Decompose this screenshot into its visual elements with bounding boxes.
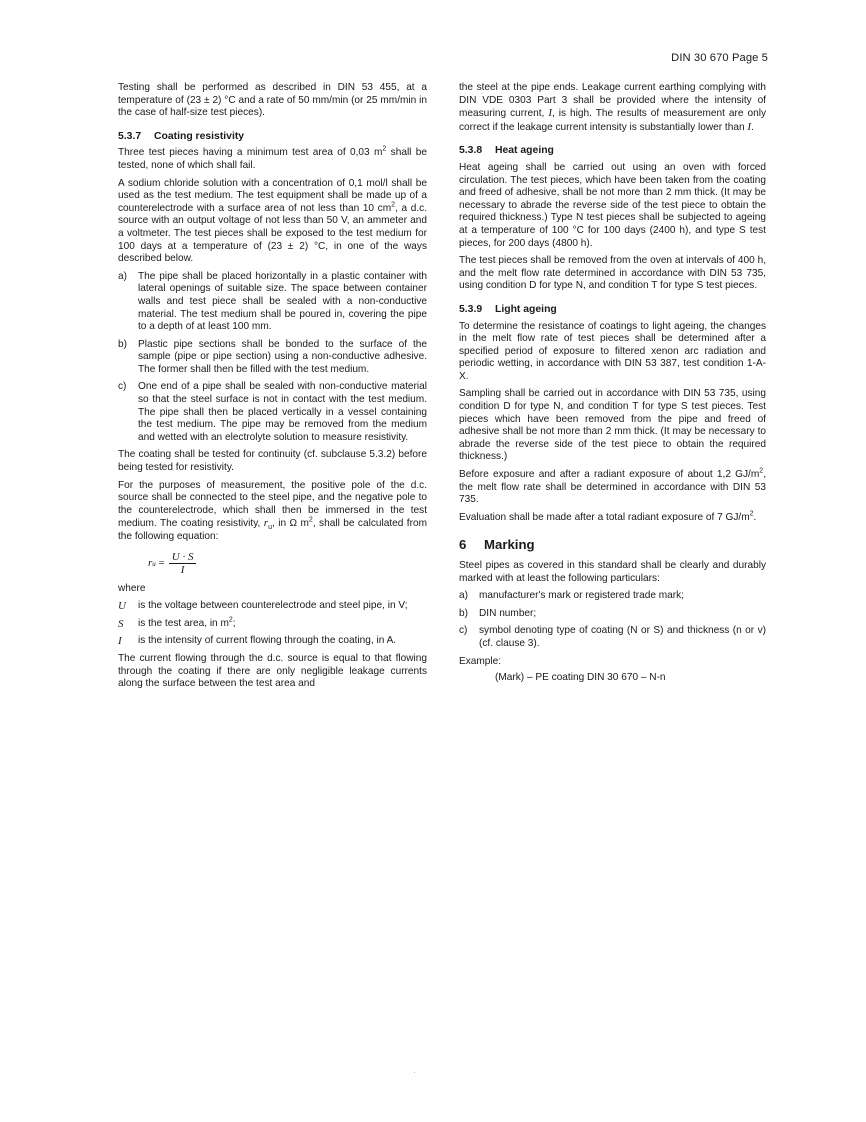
section-title: Marking	[484, 537, 535, 553]
where-label: where	[118, 582, 146, 594]
list-item: c) One end of a pipe shall be sealed with non-conductive material so that the steel surface is not in contact with the test medium. The pipe shall then be placed vertically in a vessel containing the test medium. The pipe may be removed from the medium and wetted with an electrolyte solution to measure resistivity.	[118, 381, 427, 443]
section-heading-5-3-7	[118, 131, 427, 144]
right-column	[459, 82, 766, 690]
list-item: a) manufacturer's mark or registered trade mark;	[459, 590, 684, 602]
page-header: DIN 30 670 Page 5	[671, 52, 768, 64]
paragraph-oven-removal: The test pieces shall be removed from the oven at intervals of 400 h, and the melt flow rate determined in accordance with DIN 53 735, using condition D for type N, and condition T for type S test pieces.	[459, 255, 766, 292]
section-title: Light ageing	[495, 303, 557, 315]
paragraph-marking: Steel pipes as covered in this standard shall be clearly and durably marked with at least the following particulars:	[459, 560, 766, 584]
section-heading-5-3-9	[459, 304, 766, 317]
paragraph-continuity: The coating shall be tested for continuity (cf. subclause 5.3.2) before being tested for resistivity.	[118, 449, 427, 474]
paragraph-sampling: Sampling shall be carried out in accordance with DIN 53 735, using condition D for type N, and condition T for type S test pieces. Test pieces which have been removed from the pipe and freed of adhesive shall be not more than 2 mm thick. (It may be necessary to abrade the reverse side of the test piece to obtain the required thickness.)	[459, 388, 766, 463]
resistivity-equation: r u = $\frac{U \cdot S}{I}$	[148, 549, 427, 579]
example-text: (Mark) – PE coating DIN 30 670 – N-n	[495, 672, 666, 684]
list-item: c) symbol denoting type of coating (N or S) and thickness (n or v) (cf. clause 3).	[459, 625, 766, 649]
example-label: Example:	[459, 655, 502, 667]
paragraph-current: The current flowing through the d.c. source is equal to that flowing through the coating if there are only negligible leakage currents along the surface between the test area and	[118, 652, 427, 690]
section-number: 5.3.9	[459, 303, 483, 315]
scan-speck	[414, 1072, 415, 1073]
paragraph-light-ageing: To determine the resistance of coatings to light ageing, the changes in the melt flow rate of test pieces shall be determined after a specified period of exposure to filtered xenon arc radiation and periodic wetting, in accordance with DIN 53 387, test condition 1-A-X.	[459, 320, 766, 382]
section-number: 5.3.8	[459, 145, 483, 157]
list-item: b) Plastic pipe sections shall be bonded to the surface of the sample (pipe or pipe section) using a non-conductive adhesive. The former shall then be filled with the test medium.	[118, 338, 427, 375]
paragraph-heat-ageing: Heat ageing shall be carried out using an oven with forced circulation. The test pieces, which have been taken from the coating and freed of adhesive, shall be not more than 2 mm thick. (It may be necessary to abrade the reverse side of the test piece to obtain the required thickness.) Type N test pieces shall be subjected to ageing at a temperature of 100 °C for 100 days (2400 h), and type S test pieces, for 200 days (4800 h).	[459, 161, 766, 249]
definition-item: I is the intensity of current flowing through the coating, in A.	[118, 635, 397, 648]
paragraph-test-medium: A sodium chloride solution with a concentration of 0,1 mol/l shall be used as the test medium. The test equipment shall be made up of a counterelectrode with a surface area of not less than 10 $cm^2$, a d.c. source with an output voltage of not less than 50 V, an ammeter and a voltmeter. The test pieces shall be exposed to the test medium for 100 days at a temperature of (23 ± 2) °C, in one of the ways described below.	[118, 177, 428, 265]
paragraph-radiant-exposure: Before exposure and after a radiant exposure of about 1,2 $GJ/m^2$, the melt flow rate shall be determined in accordance with DIN 53 735.	[459, 467, 766, 506]
paragraph-leakage: the steel at the pipe ends. Leakage current earthing complying with DIN VDE 0303 Part 3 shall be provided where the intensity of measuring current, I, is high. The results of measurement are only correct if the leakage current intensity is substantially lower than I.	[459, 82, 766, 133]
section-number: 6	[459, 537, 467, 553]
section-title: Coating resistivity	[154, 130, 245, 142]
list-item: a) The pipe shall be placed horizontally in a plastic container with lateral openings of suitable size. The space between container walls and test piece shall be sealed with a non-conductive material. The test medium shall be poured in, covering the pipe to a depth of at least 100 mm.	[118, 270, 427, 333]
section-title: Heat ageing	[495, 145, 554, 157]
paragraph-test-pieces: Three test pieces having a minimum test area of 0,03 $m^2$ shall be tested, none of which shall fail.	[118, 146, 427, 171]
list-item: b) DIN number;	[459, 607, 537, 619]
paragraph-evaluation: Evaluation shall be made after a total radiant exposure of 7 $GJ/m^2$.	[459, 510, 757, 523]
definition-item: U is the voltage between counterelectrode and steel pipe, in V;	[118, 600, 408, 613]
intro-paragraph: Testing shall be performed as described in DIN 53 455, at a temperature of (23 ± 2) °C and a rate of 50 mm/min (or 25 mm/min in the case of half-size test pieces).	[118, 82, 427, 119]
section-heading-6	[459, 539, 766, 552]
definition-item: S is the test area, in $m^2$;	[118, 616, 236, 630]
section-number: 5.3.7	[118, 130, 142, 142]
left-column	[118, 82, 427, 696]
section-heading-5-3-8	[459, 145, 766, 158]
paragraph-measurement: For the purposes of measurement, the positive pole of the d.c. source shall be connected to the steel pipe, and the negative pole to the counterelectrode, which shall then be immersed in the test medium. The coating resistivity, $r_u$, in Ω $m^2$, shall be calculated from the following equation:	[118, 479, 427, 542]
